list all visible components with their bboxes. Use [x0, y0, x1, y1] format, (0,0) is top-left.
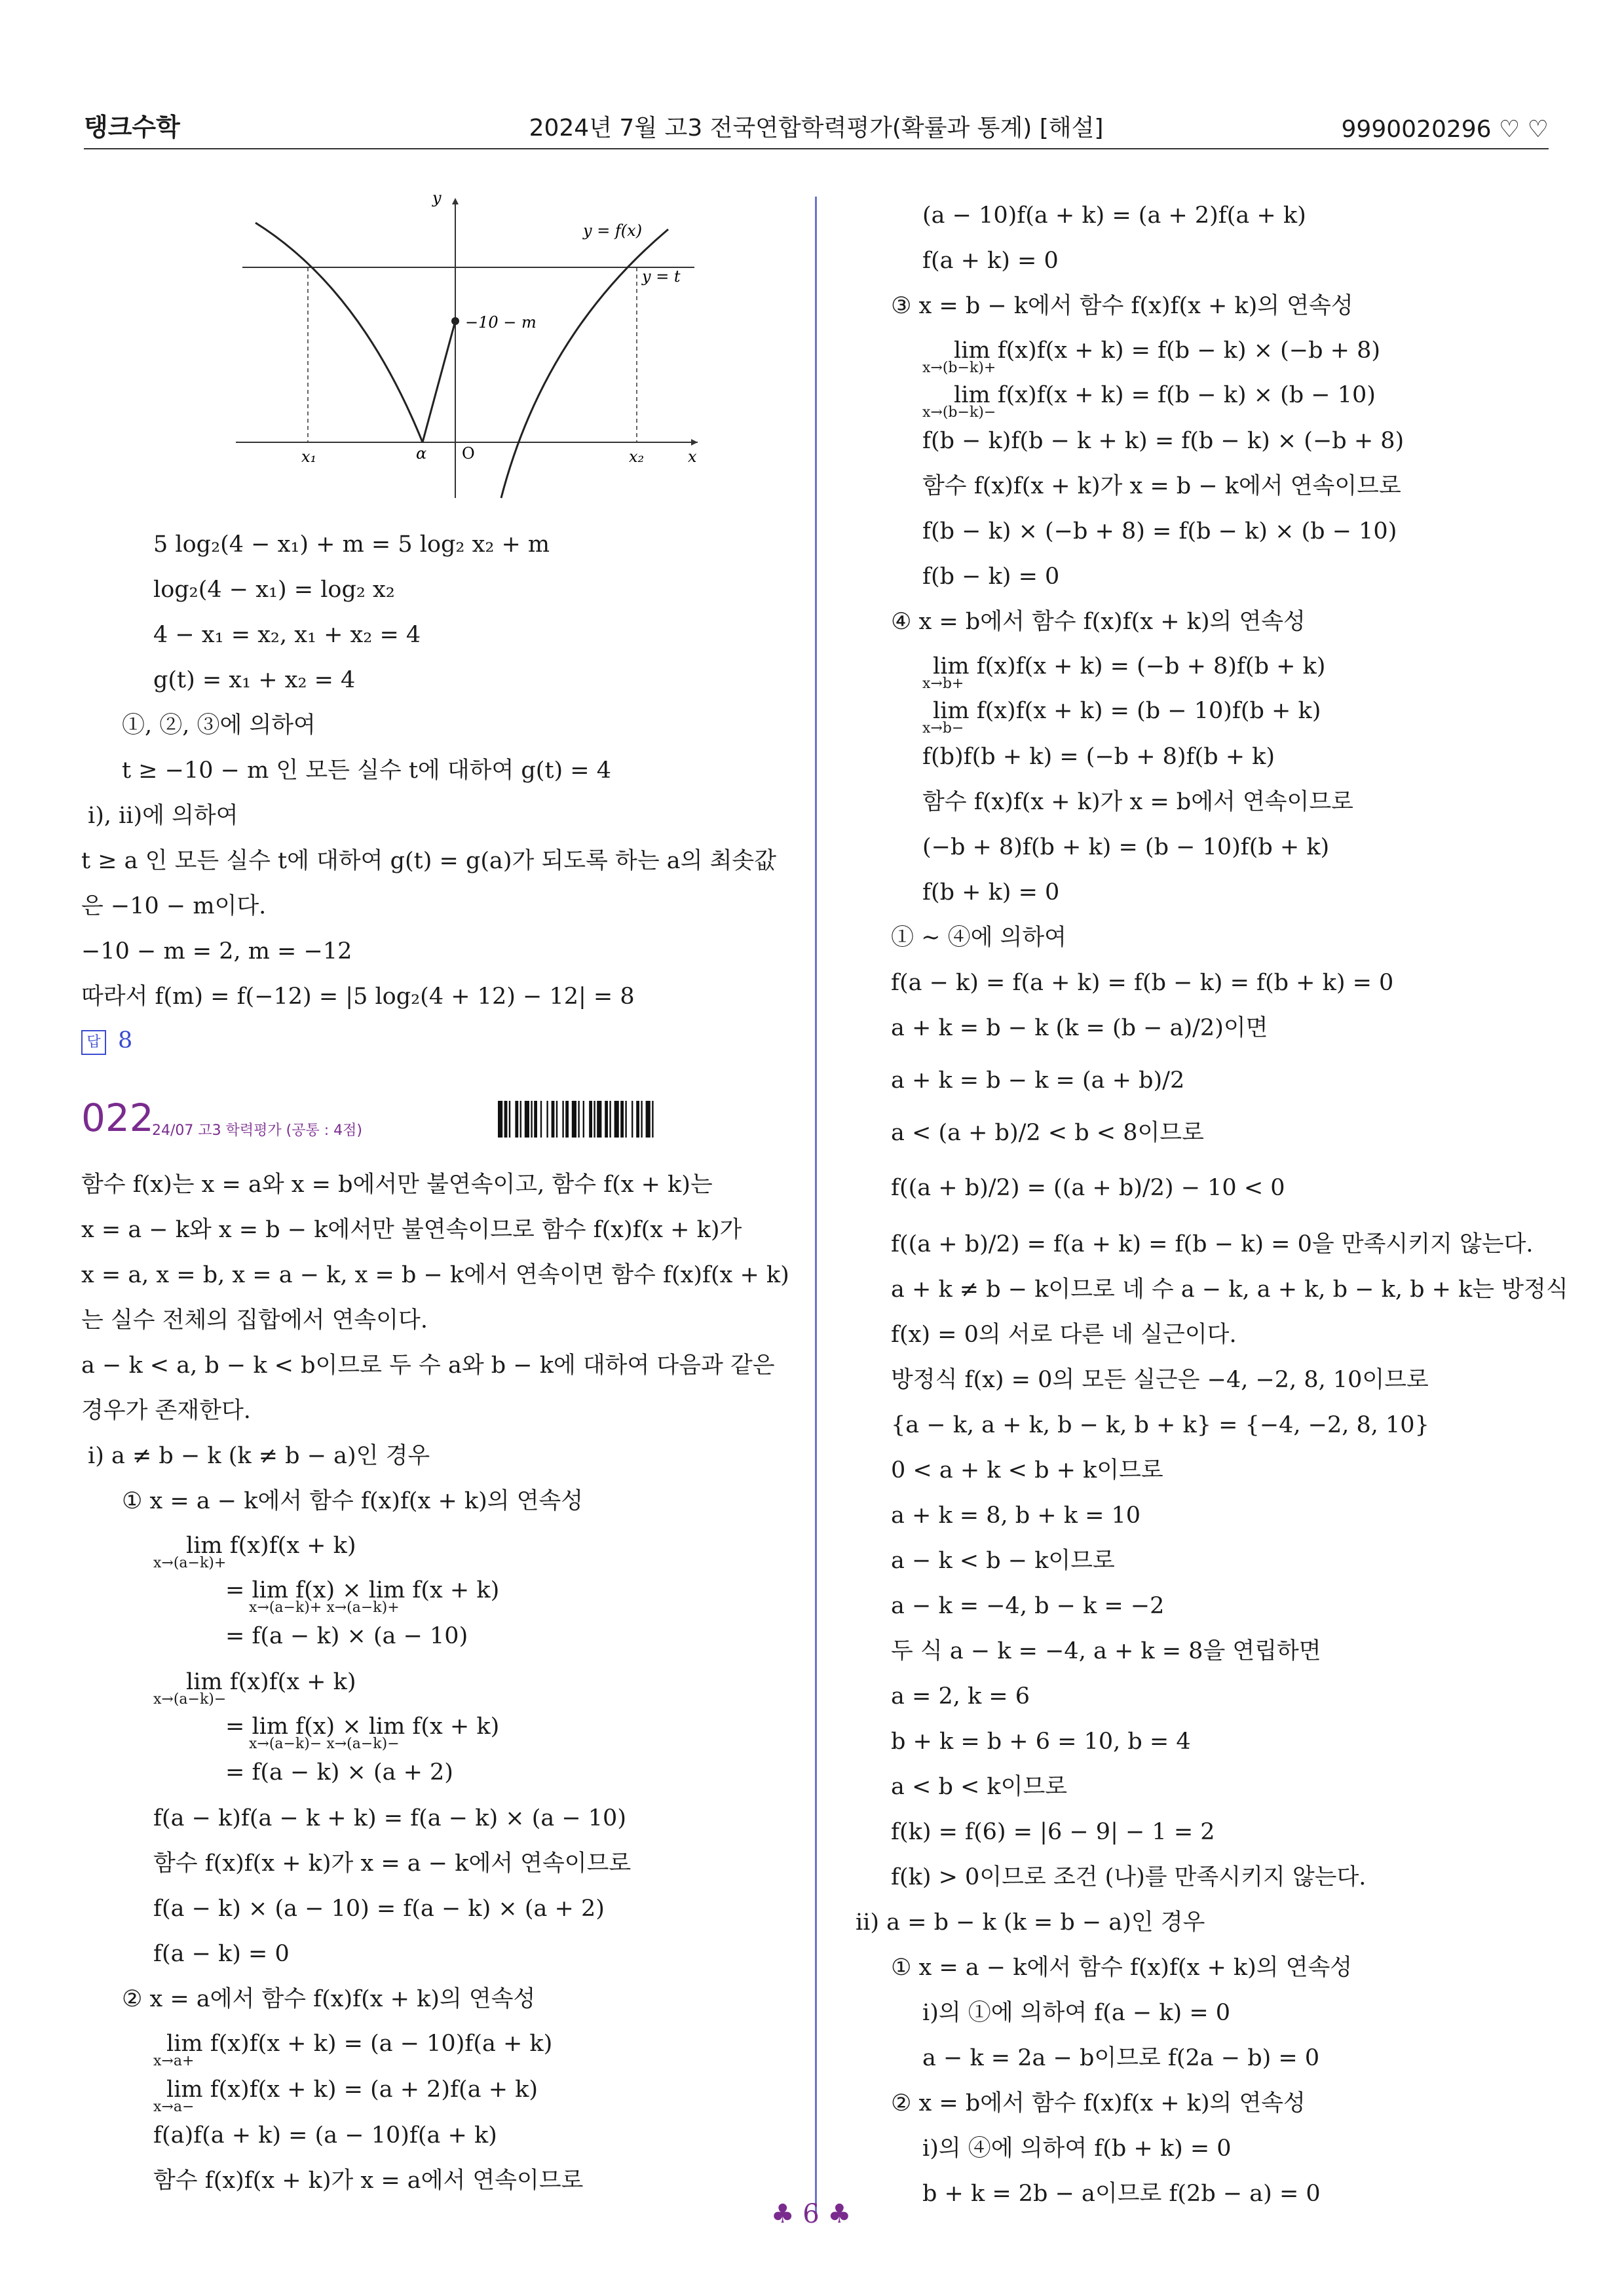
- text-line: f((a + b)/2) = f(a + k) = f(b − k) = 0을 만족시키지 않는다.: [891, 1231, 1534, 1257]
- text-line: = lim f(x) × lim f(x + k): [225, 1577, 500, 1603]
- text-line: ⅰ), ⅱ)에 의하여: [88, 803, 238, 829]
- text-line: x→a+: [153, 2053, 195, 2069]
- problem-source: 24/07 고3 학력평가 (공통 : 4점): [152, 1122, 362, 1139]
- point-label: −10 − m: [465, 313, 537, 332]
- text-line: a − k < b − k이므로: [891, 1548, 1115, 1574]
- text-line: x→b+: [922, 676, 964, 692]
- text-line: x→(a−k)+: [153, 1555, 227, 1571]
- text-line: f(b)f(b + k) = (−b + 8)f(b + k): [922, 744, 1275, 770]
- text-line: f(a − k) × (a − 10) = f(a − k) × (a + 2): [153, 1896, 605, 1922]
- text-line: f(a)f(a + k) = (a − 10)f(a + k): [153, 2122, 497, 2149]
- text-line: = lim f(x) × lim f(x + k): [225, 1713, 500, 1740]
- text-line: ⅱ) a = b − k (k = b − a)인 경우: [856, 1909, 1205, 1936]
- text-line: f((a + b)/2) = ((a + b)/2) − 10 < 0: [891, 1175, 1285, 1201]
- curve-label: y = f(x): [583, 221, 643, 240]
- text-line: f(b − k) × (−b + 8) = f(b − k) × (b − 10): [922, 518, 1397, 545]
- text-line: a − k = −4, b − k = −2: [891, 1593, 1165, 1619]
- alpha-label: α: [416, 444, 427, 463]
- text-line: x→(b−k)−: [922, 404, 996, 421]
- page-footer: ♣ 6 ♣: [770, 2199, 852, 2229]
- text-line: a + k ≠ b − k이므로 네 수 a − k, a + k, b − k, b + k는 방정식: [891, 1276, 1568, 1303]
- text-line: 는 실수 전체의 집합에서 연속이다.: [81, 1307, 428, 1333]
- text-line: lim f(x)f(x + k) = (−b + 8)f(b + k): [933, 653, 1326, 679]
- x1-label: x₁: [301, 448, 317, 466]
- text-line: t ≥ −10 − m 인 모든 실수 t에 대하여 g(t) = 4: [122, 757, 612, 784]
- text-line: f(k) = f(6) = |6 − 9| − 1 = 2: [891, 1819, 1215, 1845]
- column-divider: [815, 197, 817, 2215]
- text-line: 5 log₂(4 − x₁) + m = 5 log₂ x₂ + m: [153, 531, 550, 558]
- text-line: f(x) = 0의 서로 다른 네 실근이다.: [891, 1322, 1237, 1348]
- text-line: ①, ②, ③에 의하여: [122, 712, 316, 738]
- origin-label: O: [462, 444, 475, 463]
- text-line: 함수 f(x)f(x + k)가 x = a − k에서 연속이므로: [153, 1850, 632, 1877]
- text-line: x→(b−k)+: [922, 360, 996, 376]
- text-line: lim f(x)f(x + k) = (a + 2)f(a + k): [166, 2076, 538, 2103]
- text-line: a + k = b − k (k = (b − a)/2)이면: [891, 1015, 1268, 1041]
- text-line: ⅰ)의 ④에 의하여 f(b + k) = 0: [922, 2135, 1232, 2162]
- text-line: lim f(x)f(x + k) = (b − 10)f(b + k): [933, 698, 1321, 724]
- x2-label: x₂: [629, 448, 645, 466]
- text-line: ① x = a − k에서 함수 f(x)f(x + k)의 연속성: [122, 1488, 584, 1514]
- text-line: (a − 10)f(a + k) = (a + 2)f(a + k): [922, 202, 1306, 229]
- text-line: (−b + 8)f(b + k) = (b − 10)f(b + k): [922, 834, 1330, 860]
- barcode-image: [498, 1101, 780, 1138]
- y-axis-label: y: [432, 189, 442, 207]
- text-line: ② x = b에서 함수 f(x)f(x + k)의 연속성: [891, 2090, 1306, 2116]
- text-line: a = 2, k = 6: [891, 1683, 1030, 1710]
- code-text: 9990020296 ♡ ♡: [1341, 116, 1549, 143]
- text-line: lim f(x)f(x + k) = (a − 10)f(a + k): [166, 2031, 553, 2057]
- text-line: 두 식 a − k = −4, a + k = 8을 연립하면: [891, 1638, 1321, 1664]
- text-line: x = a − k와 x = b − k에서만 불연속이므로 함수 f(x)f(x + k)가: [81, 1217, 742, 1243]
- exam-title: 2024년 7월 고3 전국연합학력평가(확률과 통계) [해설]: [529, 115, 1104, 142]
- text-line: f(a − k) = 0: [153, 1941, 290, 1967]
- text-line: t ≥ a 인 모든 실수 t에 대하여 g(t) = g(a)가 되도록 하는 a의 최솟값: [81, 848, 777, 874]
- problem-number: 022: [81, 1096, 154, 1140]
- text-line: a < (a + b)/2 < b < 8이므로: [891, 1120, 1204, 1146]
- page-header: [84, 111, 1549, 149]
- text-line: a + k = 8, b + k = 10: [891, 1502, 1141, 1529]
- text-line: f(b − k)f(b − k + k) = f(b − k) × (−b + 8): [922, 428, 1405, 454]
- text-line: x→b−: [922, 720, 964, 737]
- text-line: 함수 f(x)f(x + k)가 x = b에서 연속이므로: [922, 789, 1353, 815]
- text-line: {a − k, a + k, b − k, b + k} = {−4, −2, 8, 10}: [891, 1412, 1429, 1438]
- text-line: 경우가 존재한다.: [81, 1398, 251, 1424]
- text-line: = f(a − k) × (a + 2): [225, 1759, 453, 1786]
- text-line: 함수 f(x)는 x = a와 x = b에서만 불연속이고, 함수 f(x + k)는: [81, 1172, 713, 1198]
- x-axis-label: x: [688, 448, 697, 466]
- text-line: 함수 f(x)f(x + k)가 x = a에서 연속이므로: [153, 2168, 584, 2194]
- text-line: lim f(x)f(x + k) = f(b − k) × (−b + 8): [954, 337, 1380, 364]
- text-line: 0 < a + k < b + k이므로: [891, 1457, 1163, 1483]
- text-line: f(k) > 0이므로 조건 (나)를 만족시키지 않는다.: [891, 1864, 1367, 1890]
- text-line: ④ x = b에서 함수 f(x)f(x + k)의 연속성: [891, 609, 1306, 635]
- text-line: a − k < a, b − k < b이므로 두 수 a와 b − k에 대하여 다음과 같은: [81, 1352, 775, 1379]
- text-line: x = a, x = b, x = a − k, x = b − k에서 연속이면 함수 f(x)f(x + k): [81, 1262, 789, 1288]
- text-line: x→(a−k)+ x→(a−k)+: [249, 1599, 400, 1616]
- text-line: lim f(x)f(x + k): [186, 1669, 356, 1695]
- text-line: ③ x = b − k에서 함수 f(x)f(x + k)의 연속성: [891, 293, 1353, 319]
- text-line: ① x = a − k에서 함수 f(x)f(x + k)의 연속성: [891, 1955, 1353, 1981]
- text-line: f(a − k)f(a − k + k) = f(a − k) × (a − 10): [153, 1805, 626, 1831]
- text-line: ⅰ)의 ①에 의하여 f(a − k) = 0: [922, 2000, 1231, 2026]
- text-line: x→(a−k)−: [153, 1691, 227, 1708]
- text-line: 따라서 f(m) = f(−12) = |5 log₂(4 + 12) − 12| = 8: [81, 984, 635, 1010]
- text-line: 방정식 f(x) = 0의 모든 실근은 −4, −2, 8, 10이므로: [891, 1367, 1429, 1393]
- text-line: 4 − x₁ = x₂, x₁ + x₂ = 4: [153, 622, 421, 648]
- text-line: x→(a−k)− x→(a−k)−: [249, 1736, 400, 1752]
- answer-value: 8: [118, 1027, 133, 1054]
- text-line: a − k = 2a − b이므로 f(2a − b) = 0: [922, 2045, 1320, 2071]
- text-line: x→a−: [153, 2099, 195, 2115]
- text-line: f(b − k) = 0: [922, 564, 1060, 590]
- text-line: lim f(x)f(x + k) = f(b − k) × (b − 10): [954, 382, 1376, 408]
- text-line: −10 − m = 2, m = −12: [81, 938, 352, 965]
- text-line: f(b + k) = 0: [922, 879, 1060, 906]
- text-line: a + k = b − k = (a + b)/2: [891, 1067, 1185, 1094]
- text-line: 함수 f(x)f(x + k)가 x = b − k에서 연속이므로: [922, 473, 1401, 499]
- text-line: ⅰ) a ≠ b − k (k ≠ b − a)인 경우: [88, 1443, 430, 1469]
- line-label: y = t: [642, 267, 681, 286]
- function-graph: [236, 183, 701, 505]
- text-line: b + k = b + 6 = 10, b = 4: [891, 1729, 1191, 1755]
- text-line: g(t) = x₁ + x₂ = 4: [153, 667, 356, 693]
- text-line: lim f(x)f(x + k): [186, 1533, 356, 1559]
- text-line: b + k = 2b − a이므로 f(2b − a) = 0: [922, 2181, 1321, 2207]
- brand-title: 탱크수학: [84, 113, 180, 142]
- text-line: a < b < k이므로: [891, 1774, 1068, 1800]
- text-line: f(a − k) = f(a + k) = f(b − k) = f(b + k) = 0: [891, 970, 1394, 996]
- text-line: = f(a − k) × (a − 10): [225, 1623, 468, 1649]
- text-line: f(a + k) = 0: [922, 248, 1059, 274]
- answer-badge: 답: [81, 1030, 106, 1055]
- text-line: 은 −10 − m이다.: [81, 893, 267, 919]
- text-line: log₂(4 − x₁) = log₂ x₂: [153, 577, 395, 603]
- text-line: ② x = a에서 함수 f(x)f(x + k)의 연속성: [122, 1986, 536, 2012]
- text-line: ① ∼ ④에 의하여: [891, 925, 1066, 951]
